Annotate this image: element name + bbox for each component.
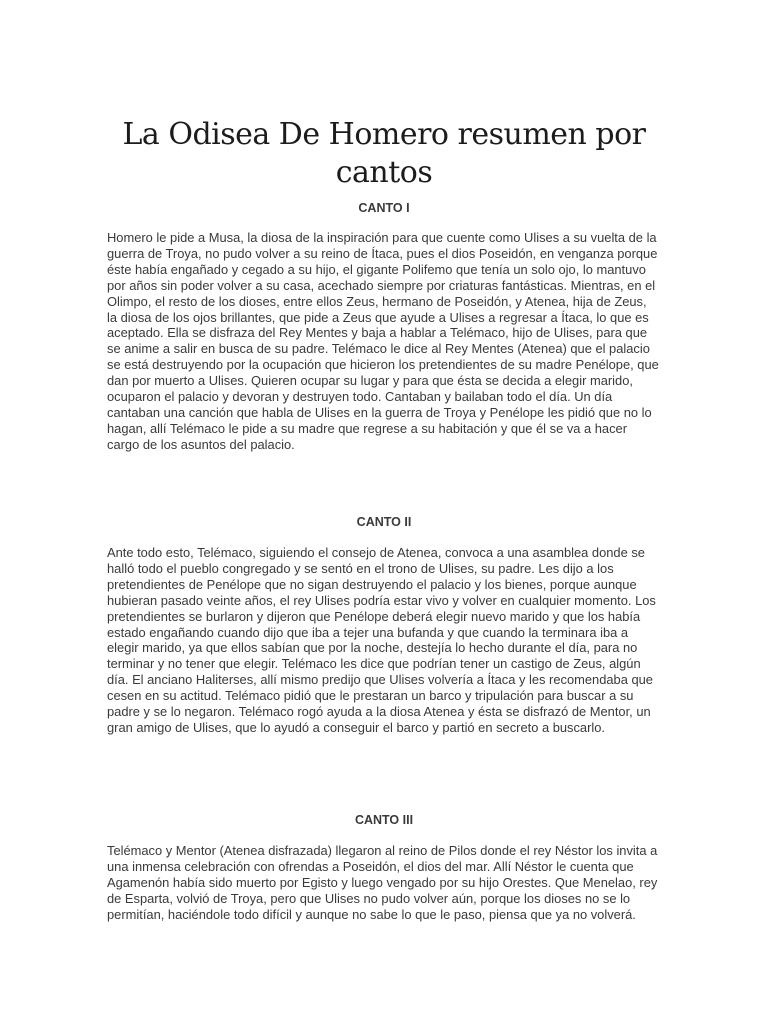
section-heading-canto-1: CANTO I [358, 201, 410, 215]
page-title: La Odisea De Homero resumen por cantos [122, 117, 646, 190]
section-heading-canto-2: CANTO II [356, 515, 412, 529]
section-paragraph-canto-1: Homero le pide a Musa, la diosa de la inspiración para que cuente como Ulises a su vuelta de la guerra de Troya, no pudo volver a su reino de Ítaca, pues el dios Poseidón, en venganza porque éste había engañado y cegado a su hijo, el gigante Polifemo que tenía un solo ojo, lo mantuvo por años sin poder volver a su casa, acechado siempre por criaturas fantásticas. Mientras, en el Olimpo, el resto de los dioses, entre ellos Zeus, hermano de Poseidón, y Atenea, hija de Zeus, la diosa de los ojos brillantes, que pide a Zeus que ayude a Ulises a regresar a Ítaca, lo que es aceptado. Ella se disfraza del Rey Mentes y baja a hablar a Telémaco, hijo de Ulises, para que se anime a salir en busca de su padre. Telémaco le dice al Rey Mentes (Atenea) que el palacio se está destruyendo por la ocupación que hicieron los pretendientes de su madre Penélope, que dan por muerto a Ulises. Quieren ocupar su lugar y para que ésta se decida a elegir marido, ocuparon el palacio y devoran y destruyen todo. Cantaban y bailaban todo el día. Un día cantaban una canción que habla de Ulises en la guerra de Troya y Penélope les pidió que no lo hagan, allí Telémaco le pide a su madre que regrese a su habitación y que él se va a hacer cargo de los asuntos del palacio. [107, 230, 659, 452]
section-heading-canto-3: CANTO III [354, 813, 414, 827]
section-paragraph-canto-2: Ante todo esto, Telémaco, siguiendo el consejo de Atenea, convoca a una asamblea donde se halló todo el pueblo congregado y se sentó en el trono de Ulises, su padre. Les dijo a los pretendientes de Penélope que no sigan destruyendo el palacio y los bienes, porque aunque hubieran pasado veinte años, el rey Ulises podría estar vivo y volver en cualquier momento. Los pretendientes se burlaron y dijeron que Penélope deberá elegir nuevo marido y que los había estado engañando cuando dijo que iba a tejer una bufanda y que cuando la terminara iba a elegir marido, ya que ellos sabían que por la noche, destejía lo hecho durante el día, para no terminar y no tener que elegir. Telémaco les dice que podrían tener un castigo de Zeus, algún día. El anciano Haliterses, allí mismo predijo que Ulises volvería a Ítaca y les recomendaba que cesen en su actitud. Telémaco pidió que le prestaran un barco y tripulación para buscar a su padre y se lo negaron. Telémaco rogó ayuda a la diosa Atenea y ésta se disfrazó de Mentor, un gran amigo de Ulises, que lo ayudó a conseguir el barco y partió en secreto a buscarlo. [107, 545, 656, 735]
section-paragraph-canto-3: Telémaco y Mentor (Atenea disfrazada) llegaron al reino de Pilos donde el rey Néstor los invita a una inmensa celebración con ofrendas a Poseidón, el dios del mar. Allí Néstor le cuenta que Agamenón había sido muerto por Egisto y luego vengado por su hijo Orestes. Que Menelao, rey de Esparta, volvió de Troya, pero que Ulises no pudo volver aún, porque los dioses no se lo permitían, haciéndole todo difícil y aunque no sabe lo que le paso, piensa que ya no volverá. [107, 843, 658, 922]
